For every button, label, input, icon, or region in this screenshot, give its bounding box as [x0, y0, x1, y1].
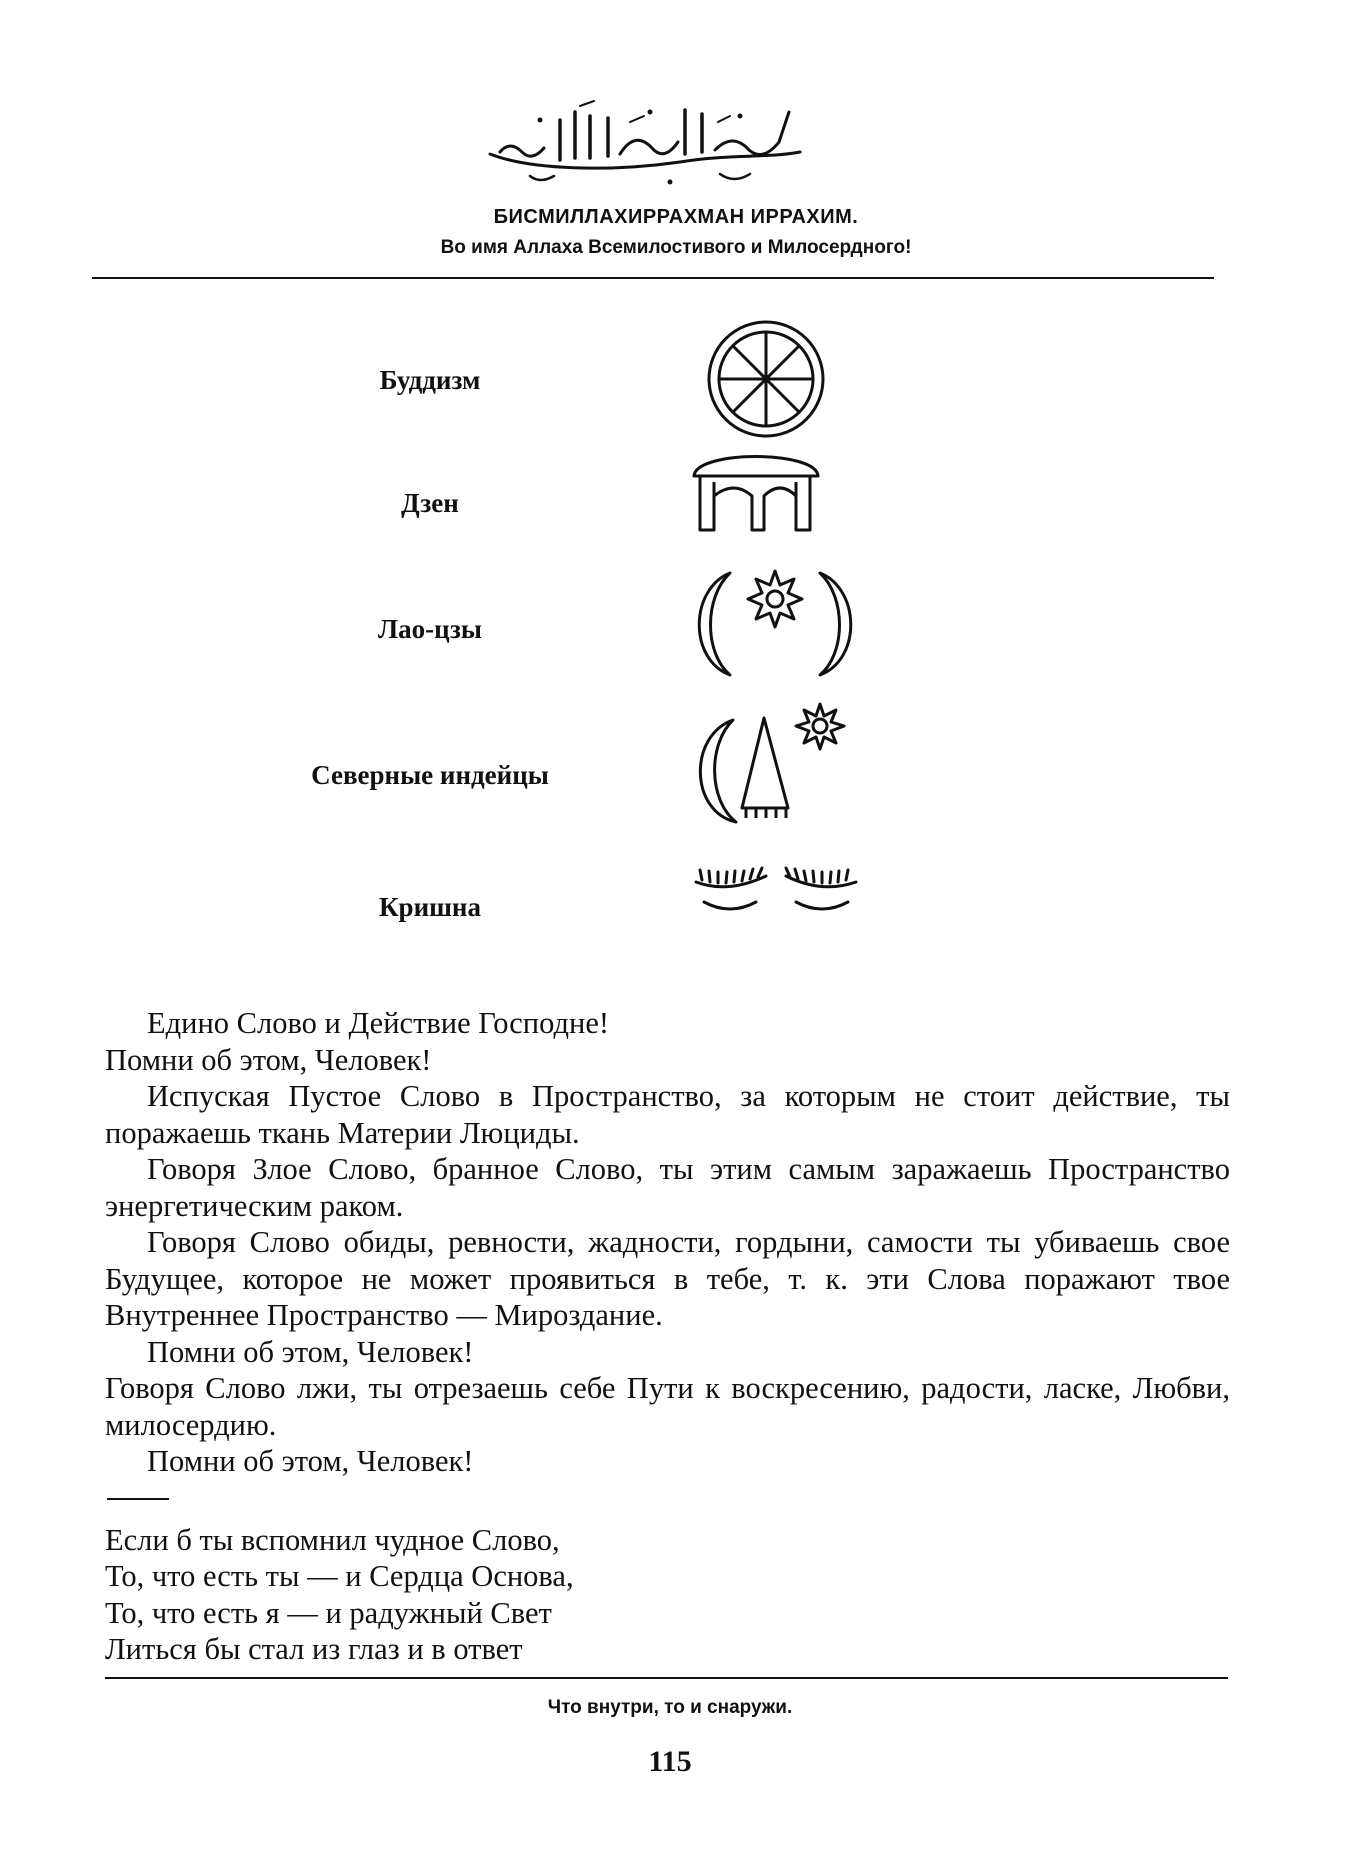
- paragraph: Помни об этом, Человек!: [147, 1444, 474, 1478]
- bismillah-calligraphy: [470, 92, 830, 192]
- torii-arch-icon: [686, 444, 826, 534]
- paragraph: Испуская Пустое Слово в Пространство, за которым не стоит действие, ты поражаешь ткань Материи Люциды.: [105, 1079, 1230, 1150]
- header-divider: [92, 277, 1214, 279]
- poem-line: То, что есть ты — и Сердца Основа,: [105, 1559, 574, 1593]
- symbol-label-laozi: Лао-цзы: [378, 614, 482, 644]
- closed-eyes-icon: [692, 858, 862, 918]
- symbol-label-krishna: Кришна: [378, 892, 481, 922]
- poem-line: Литься бы стал из глаз и в ответ: [105, 1632, 523, 1666]
- two-crescents-star-icon: [690, 567, 860, 679]
- paragraph: Едино Слово и Действие Господне!: [147, 1006, 610, 1040]
- bismillah-transliteration: БИСМИЛЛАХИРРАХМАН ИРРАХИМ.: [493, 206, 859, 228]
- symbol-label-buddhism: Буддизм: [379, 365, 481, 395]
- page-number: 115: [648, 1745, 692, 1778]
- footer-divider: [105, 1677, 1228, 1679]
- dharma-wheel-icon: [705, 318, 827, 440]
- paragraph: Помни об этом, Человек!: [105, 1042, 432, 1077]
- paragraph: Говоря Злое Слово, бранное Слово, ты этим самым заражаешь Пространство энергетическим раком.: [105, 1152, 1230, 1223]
- poem-line: Если б ты вспомнил чудное Слово,: [105, 1522, 560, 1557]
- poem: [105, 1522, 1230, 1668]
- poem-line: То, что есть я — и радужный Свет: [105, 1595, 552, 1630]
- bismillah-translation: Во имя Аллаха Всемилостивого и Милосердного!: [440, 237, 912, 258]
- body-text: [105, 1005, 1230, 1668]
- crescent-tepee-star-icon: [688, 700, 868, 830]
- paragraph: Говоря Слово обиды, ревности, жадности, гордыни, самости ты убиваешь свое Будущее, которое не может проявиться в тебе, т. к. эти Слова поражают твое Внутреннее Пространство — Мироздание.: [105, 1225, 1230, 1332]
- poem-divider: [107, 1498, 169, 1500]
- symbol-label-north-american-indians: Северные индейцы: [311, 760, 549, 790]
- paragraph: Говоря Слово лжи, ты отрезаешь себе Пути к воскресению, радости, ласке, Любви, милосердию.: [105, 1371, 1230, 1442]
- footer-motto: Что внутри, то и снаружи.: [547, 1697, 793, 1718]
- symbol-label-zen: Дзен: [401, 488, 459, 518]
- paragraph: Помни об этом, Человек!: [147, 1334, 474, 1369]
